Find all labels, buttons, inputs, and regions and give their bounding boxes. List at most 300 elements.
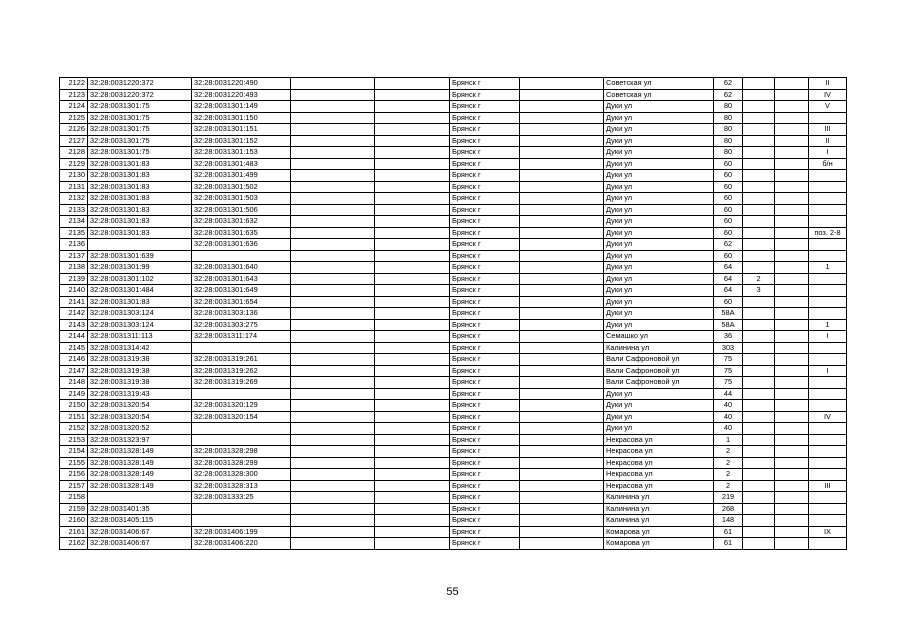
empty-col-2 <box>375 170 450 182</box>
table-row <box>60 193 847 205</box>
building-number <box>743 400 775 412</box>
parent-cadastral-number: 32:28:0031401:35 <box>88 503 192 515</box>
empty-col-3 <box>520 354 604 366</box>
empty-col-4 <box>775 285 809 297</box>
cadastral-number: 32:28:0031301:632 <box>192 216 291 228</box>
empty-col-4 <box>775 204 809 216</box>
table-row <box>60 262 847 274</box>
city-cell: Брянск г <box>450 250 520 262</box>
street-cell: Дуки ул <box>604 285 714 297</box>
street-cell: Дуки ул <box>604 193 714 205</box>
premises-number <box>809 538 847 550</box>
cadastral-number: 32:28:0031319:262 <box>192 365 291 377</box>
empty-col-3 <box>520 262 604 274</box>
house-number: 40 <box>714 411 743 423</box>
city-cell: Брянск г <box>450 216 520 228</box>
empty-col-3 <box>520 170 604 182</box>
row-number: 2151 <box>60 411 88 423</box>
table-row <box>60 342 847 354</box>
parent-cadastral-number: 32:28:0031406:67 <box>88 526 192 538</box>
building-number <box>743 89 775 101</box>
street-cell: Дуки ул <box>604 273 714 285</box>
street-cell: Некрасова ул <box>604 446 714 458</box>
parent-cadastral-number: 32:28:0031320:54 <box>88 411 192 423</box>
row-number: 2140 <box>60 285 88 297</box>
table-row <box>60 227 847 239</box>
parent-cadastral-number: 32:28:0031323:97 <box>88 434 192 446</box>
cadastral-number: 32:28:0031320:129 <box>192 400 291 412</box>
parent-cadastral-number: 32:28:0031220:372 <box>88 78 192 90</box>
empty-col-4 <box>775 480 809 492</box>
row-number: 2126 <box>60 124 88 136</box>
table-row <box>60 273 847 285</box>
premises-number: V <box>809 101 847 113</box>
row-number: 2155 <box>60 457 88 469</box>
table-row <box>60 526 847 538</box>
row-number: 2128 <box>60 147 88 159</box>
city-cell: Брянск г <box>450 434 520 446</box>
cadastral-number <box>192 503 291 515</box>
premises-number <box>809 204 847 216</box>
empty-col-1 <box>291 331 375 343</box>
empty-col-4 <box>775 469 809 481</box>
empty-col-1 <box>291 112 375 124</box>
empty-col-1 <box>291 158 375 170</box>
row-number: 2138 <box>60 262 88 274</box>
table-row <box>60 147 847 159</box>
premises-number: 1 <box>809 319 847 331</box>
city-cell: Брянск г <box>450 469 520 481</box>
city-cell: Брянск г <box>450 538 520 550</box>
city-cell: Брянск г <box>450 181 520 193</box>
house-number: 75 <box>714 377 743 389</box>
empty-col-3 <box>520 377 604 389</box>
building-number <box>743 365 775 377</box>
house-number: 60 <box>714 193 743 205</box>
city-cell: Брянск г <box>450 400 520 412</box>
premises-number <box>809 342 847 354</box>
empty-col-1 <box>291 89 375 101</box>
table-row <box>60 480 847 492</box>
empty-col-4 <box>775 319 809 331</box>
row-number: 2135 <box>60 227 88 239</box>
premises-number: б/н <box>809 158 847 170</box>
empty-col-1 <box>291 400 375 412</box>
street-cell: Дуки ул <box>604 250 714 262</box>
page-number: 55 <box>446 586 459 598</box>
empty-col-2 <box>375 204 450 216</box>
table-row <box>60 112 847 124</box>
cadastral-number: 32:28:0031301:502 <box>192 181 291 193</box>
street-cell: Дуки ул <box>604 158 714 170</box>
parent-cadastral-number <box>88 492 192 504</box>
house-number: 61 <box>714 538 743 550</box>
empty-col-2 <box>375 101 450 113</box>
row-number: 2157 <box>60 480 88 492</box>
house-number: 64 <box>714 285 743 297</box>
house-number: 1 <box>714 434 743 446</box>
table-row <box>60 170 847 182</box>
cadastral-number: 32:28:0031303:275 <box>192 319 291 331</box>
premises-number: III <box>809 124 847 136</box>
building-number <box>743 469 775 481</box>
city-cell: Брянск г <box>450 319 520 331</box>
empty-col-2 <box>375 124 450 136</box>
building-number <box>743 170 775 182</box>
row-number: 2144 <box>60 331 88 343</box>
empty-col-2 <box>375 331 450 343</box>
cadastral-number: 32:28:0031406:199 <box>192 526 291 538</box>
row-number: 2161 <box>60 526 88 538</box>
row-number: 2149 <box>60 388 88 400</box>
city-cell: Брянск г <box>450 342 520 354</box>
empty-col-1 <box>291 354 375 366</box>
house-number: 44 <box>714 388 743 400</box>
empty-col-1 <box>291 503 375 515</box>
empty-col-2 <box>375 308 450 320</box>
city-cell: Брянск г <box>450 515 520 527</box>
row-number: 2148 <box>60 377 88 389</box>
table-row <box>60 158 847 170</box>
row-number: 2125 <box>60 112 88 124</box>
table-row <box>60 400 847 412</box>
empty-col-2 <box>375 78 450 90</box>
cadastral-number: 32:28:0031301:151 <box>192 124 291 136</box>
empty-col-2 <box>375 515 450 527</box>
table-row <box>60 89 847 101</box>
empty-col-3 <box>520 492 604 504</box>
city-cell: Брянск г <box>450 124 520 136</box>
empty-col-2 <box>375 538 450 550</box>
parent-cadastral-number: 32:28:0031301:484 <box>88 285 192 297</box>
empty-col-3 <box>520 124 604 136</box>
street-cell: Дуки ул <box>604 135 714 147</box>
building-number <box>743 227 775 239</box>
empty-col-3 <box>520 78 604 90</box>
row-number: 2146 <box>60 354 88 366</box>
house-number: 60 <box>714 250 743 262</box>
street-cell: Дуки ул <box>604 181 714 193</box>
empty-col-4 <box>775 411 809 423</box>
premises-number <box>809 112 847 124</box>
table-row <box>60 423 847 435</box>
empty-col-1 <box>291 526 375 538</box>
empty-col-4 <box>775 273 809 285</box>
empty-col-3 <box>520 411 604 423</box>
parent-cadastral-number: 32:28:0031301:83 <box>88 170 192 182</box>
table-row <box>60 446 847 458</box>
cadastral-number: 32:28:0031301:149 <box>192 101 291 113</box>
empty-col-3 <box>520 250 604 262</box>
row-number: 2137 <box>60 250 88 262</box>
building-number <box>743 78 775 90</box>
building-number <box>743 319 775 331</box>
row-number: 2162 <box>60 538 88 550</box>
cadastral-number: 32:28:0031301:152 <box>192 135 291 147</box>
parent-cadastral-number: 32:28:0031301:99 <box>88 262 192 274</box>
row-number: 2139 <box>60 273 88 285</box>
row-number: 2127 <box>60 135 88 147</box>
empty-col-4 <box>775 377 809 389</box>
cadastral-number: 32:28:0031301:153 <box>192 147 291 159</box>
building-number <box>743 377 775 389</box>
empty-col-2 <box>375 434 450 446</box>
cadastral-number: 32:28:0031301:635 <box>192 227 291 239</box>
empty-col-1 <box>291 388 375 400</box>
house-number: 61 <box>714 526 743 538</box>
empty-col-1 <box>291 469 375 481</box>
empty-col-2 <box>375 181 450 193</box>
empty-col-1 <box>291 515 375 527</box>
empty-col-1 <box>291 308 375 320</box>
street-cell: Некрасова ул <box>604 457 714 469</box>
empty-col-1 <box>291 227 375 239</box>
empty-col-1 <box>291 124 375 136</box>
empty-col-4 <box>775 331 809 343</box>
premises-number <box>809 503 847 515</box>
empty-col-2 <box>375 377 450 389</box>
empty-col-2 <box>375 446 450 458</box>
premises-number: II <box>809 135 847 147</box>
empty-col-4 <box>775 193 809 205</box>
empty-col-2 <box>375 285 450 297</box>
row-number: 2124 <box>60 101 88 113</box>
table-row <box>60 239 847 251</box>
building-number <box>743 480 775 492</box>
building-number: 3 <box>743 285 775 297</box>
city-cell: Брянск г <box>450 227 520 239</box>
empty-col-3 <box>520 331 604 343</box>
house-number: 58А <box>714 319 743 331</box>
row-number: 2130 <box>60 170 88 182</box>
street-cell: Некрасова ул <box>604 434 714 446</box>
house-number: 60 <box>714 158 743 170</box>
empty-col-3 <box>520 446 604 458</box>
empty-col-2 <box>375 342 450 354</box>
city-cell: Брянск г <box>450 158 520 170</box>
empty-col-4 <box>775 112 809 124</box>
empty-col-1 <box>291 250 375 262</box>
street-cell: Калинина ул <box>604 342 714 354</box>
table-row <box>60 411 847 423</box>
table-row <box>60 101 847 113</box>
city-cell: Брянск г <box>450 526 520 538</box>
premises-number <box>809 273 847 285</box>
parent-cadastral-number: 32:28:0031301:639 <box>88 250 192 262</box>
empty-col-4 <box>775 147 809 159</box>
empty-col-4 <box>775 227 809 239</box>
table-row <box>60 377 847 389</box>
cadastral-number: 32:28:0031328:298 <box>192 446 291 458</box>
empty-col-2 <box>375 365 450 377</box>
cadastral-number <box>192 434 291 446</box>
cadastral-number: 32:28:0031301:654 <box>192 296 291 308</box>
empty-col-1 <box>291 204 375 216</box>
row-number: 2134 <box>60 216 88 228</box>
cadastral-number <box>192 342 291 354</box>
property-register-table <box>59 77 847 550</box>
street-cell: Дуки ул <box>604 262 714 274</box>
empty-col-1 <box>291 423 375 435</box>
empty-col-1 <box>291 492 375 504</box>
empty-col-1 <box>291 377 375 389</box>
empty-col-2 <box>375 492 450 504</box>
city-cell: Брянск г <box>450 112 520 124</box>
city-cell: Брянск г <box>450 503 520 515</box>
house-number: 60 <box>714 227 743 239</box>
empty-col-4 <box>775 342 809 354</box>
parent-cadastral-number: 32:28:0031311:113 <box>88 331 192 343</box>
cadastral-number: 32:28:0031328:299 <box>192 457 291 469</box>
street-cell: Дуки ул <box>604 308 714 320</box>
empty-col-4 <box>775 503 809 515</box>
house-number: 64 <box>714 273 743 285</box>
row-number: 2152 <box>60 423 88 435</box>
cadastral-number: 32:28:0031301:643 <box>192 273 291 285</box>
empty-col-3 <box>520 434 604 446</box>
table-row <box>60 434 847 446</box>
parent-cadastral-number: 32:28:0031303:124 <box>88 308 192 320</box>
street-cell: Комарова ул <box>604 538 714 550</box>
empty-col-4 <box>775 250 809 262</box>
building-number <box>743 331 775 343</box>
table-row <box>60 204 847 216</box>
street-cell: Дуки ул <box>604 239 714 251</box>
empty-col-1 <box>291 434 375 446</box>
empty-col-2 <box>375 193 450 205</box>
empty-col-1 <box>291 319 375 331</box>
empty-col-2 <box>375 469 450 481</box>
empty-col-3 <box>520 296 604 308</box>
table-row <box>60 388 847 400</box>
empty-col-4 <box>775 423 809 435</box>
empty-col-3 <box>520 503 604 515</box>
building-number <box>743 204 775 216</box>
street-cell: Вали Сафроновой ул <box>604 365 714 377</box>
house-number: 60 <box>714 204 743 216</box>
premises-number <box>809 354 847 366</box>
row-number: 2132 <box>60 193 88 205</box>
empty-col-3 <box>520 181 604 193</box>
empty-col-4 <box>775 239 809 251</box>
premises-number: II <box>809 78 847 90</box>
city-cell: Брянск г <box>450 204 520 216</box>
parent-cadastral-number: 32:28:0031301:102 <box>88 273 192 285</box>
house-number: 2 <box>714 469 743 481</box>
empty-col-1 <box>291 181 375 193</box>
street-cell: Вали Сафроновой ул <box>604 377 714 389</box>
premises-number <box>809 469 847 481</box>
building-number <box>743 423 775 435</box>
street-cell: Дуки ул <box>604 204 714 216</box>
row-number: 2147 <box>60 365 88 377</box>
premises-number <box>809 492 847 504</box>
city-cell: Брянск г <box>450 135 520 147</box>
empty-col-2 <box>375 388 450 400</box>
empty-col-3 <box>520 457 604 469</box>
cadastral-number: 32:28:0031301:649 <box>192 285 291 297</box>
street-cell: Дуки ул <box>604 423 714 435</box>
house-number: 60 <box>714 170 743 182</box>
parent-cadastral-number <box>88 239 192 251</box>
row-number: 2156 <box>60 469 88 481</box>
building-number <box>743 296 775 308</box>
premises-number: I <box>809 365 847 377</box>
empty-col-4 <box>775 135 809 147</box>
row-number: 2123 <box>60 89 88 101</box>
street-cell: Калинина ул <box>604 503 714 515</box>
street-cell: Калинина ул <box>604 515 714 527</box>
street-cell: Дуки ул <box>604 147 714 159</box>
cadastral-number: 32:28:0031333:25 <box>192 492 291 504</box>
cadastral-number <box>192 250 291 262</box>
empty-col-4 <box>775 308 809 320</box>
house-number: 148 <box>714 515 743 527</box>
empty-col-2 <box>375 319 450 331</box>
house-number: 2 <box>714 480 743 492</box>
empty-col-3 <box>520 526 604 538</box>
empty-col-1 <box>291 446 375 458</box>
city-cell: Брянск г <box>450 193 520 205</box>
premises-number: I <box>809 147 847 159</box>
row-number: 2160 <box>60 515 88 527</box>
empty-col-4 <box>775 434 809 446</box>
empty-col-2 <box>375 135 450 147</box>
empty-col-3 <box>520 423 604 435</box>
house-number: 40 <box>714 400 743 412</box>
empty-col-4 <box>775 388 809 400</box>
cadastral-number: 32:28:0031220:493 <box>192 89 291 101</box>
table-row <box>60 308 847 320</box>
empty-col-1 <box>291 147 375 159</box>
parent-cadastral-number: 32:28:0031328:149 <box>88 480 192 492</box>
city-cell: Брянск г <box>450 239 520 251</box>
premises-number <box>809 181 847 193</box>
empty-col-3 <box>520 193 604 205</box>
building-number <box>743 457 775 469</box>
parent-cadastral-number: 32:28:0031328:149 <box>88 457 192 469</box>
table-body <box>60 78 847 550</box>
city-cell: Брянск г <box>450 354 520 366</box>
street-cell: Дуки ул <box>604 124 714 136</box>
building-number <box>743 308 775 320</box>
house-number: 36 <box>714 331 743 343</box>
parent-cadastral-number: 32:28:0031301:83 <box>88 227 192 239</box>
building-number <box>743 262 775 274</box>
empty-col-3 <box>520 365 604 377</box>
empty-col-1 <box>291 273 375 285</box>
empty-col-1 <box>291 457 375 469</box>
empty-col-2 <box>375 262 450 274</box>
city-cell: Брянск г <box>450 78 520 90</box>
house-number: 60 <box>714 216 743 228</box>
building-number <box>743 124 775 136</box>
city-cell: Брянск г <box>450 89 520 101</box>
building-number <box>743 239 775 251</box>
building-number <box>743 526 775 538</box>
parent-cadastral-number: 32:28:0031314:42 <box>88 342 192 354</box>
premises-number: 1 <box>809 262 847 274</box>
empty-col-2 <box>375 400 450 412</box>
building-number <box>743 250 775 262</box>
empty-col-2 <box>375 273 450 285</box>
house-number: 75 <box>714 354 743 366</box>
parent-cadastral-number: 32:28:0031303:124 <box>88 319 192 331</box>
table-row <box>60 124 847 136</box>
table-row <box>60 492 847 504</box>
house-number: 60 <box>714 296 743 308</box>
cadastral-number: 32:28:0031301:506 <box>192 204 291 216</box>
